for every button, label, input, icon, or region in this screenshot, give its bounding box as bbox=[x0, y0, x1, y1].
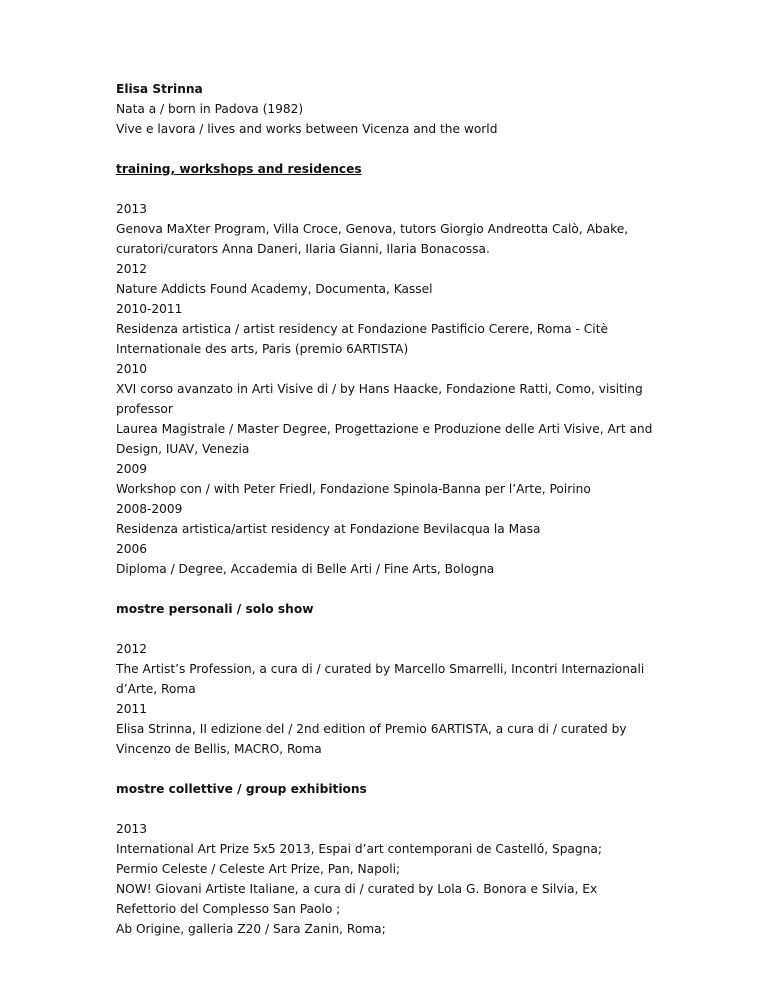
section-heading-group: mostre collettive / group exhibitions bbox=[116, 782, 367, 796]
training-line: curatori/curators Anna Daneri, Ilaria Gianni, Ilaria Bonacossa. bbox=[116, 242, 490, 256]
solo-line: Elisa Strinna, II edizione del / 2nd edition of Premio 6ARTISTA, a cura di / curated by bbox=[116, 722, 627, 736]
training-line: 2006 bbox=[116, 542, 148, 556]
group-line: Ab Origine, galleria Z20 / Sara Zanin, Roma; bbox=[116, 922, 386, 936]
section-heading-solo: mostre personali / solo show bbox=[116, 602, 314, 616]
spacer bbox=[116, 179, 736, 199]
training-line: 2010-2011 bbox=[116, 302, 183, 316]
group-line: Refettorio del Complesso San Paolo ; bbox=[116, 902, 341, 916]
training-line: Nature Addicts Found Academy, Documenta, Kassel bbox=[116, 282, 433, 296]
residence-info: Vive e lavora / lives and works between Vicenza and the world bbox=[116, 122, 498, 136]
solo-line: 2012 bbox=[116, 642, 148, 656]
group-line: NOW! Giovani Artiste Italiane, a cura di / curated by Lola G. Bonora e Silvia, Ex bbox=[116, 882, 598, 896]
solo-line: d’Arte, Roma bbox=[116, 682, 196, 696]
spacer bbox=[116, 799, 736, 819]
training-line: 2009 bbox=[116, 462, 148, 476]
training-line: 2010 bbox=[116, 362, 148, 376]
solo-line: Vincenzo de Bellis, MACRO, Roma bbox=[116, 742, 322, 756]
training-line: Residenza artistica / artist residency at Fondazione Pastificio Cerere, Roma - Citè bbox=[116, 322, 608, 336]
spacer bbox=[116, 139, 736, 159]
artist-name: Elisa Strinna bbox=[116, 82, 203, 96]
spacer bbox=[116, 579, 736, 599]
group-line: International Art Prize 5x5 2013, Espai d’art contemporani de Castelló, Spagna; bbox=[116, 842, 602, 856]
training-line: 2012 bbox=[116, 262, 148, 276]
training-line: Design, IUAV, Venezia bbox=[116, 442, 250, 456]
spacer bbox=[116, 619, 736, 639]
cv-document bbox=[116, 79, 736, 939]
solo-list bbox=[116, 639, 736, 759]
spacer bbox=[116, 759, 736, 779]
training-line: XVI corso avanzato in Arti Visive di / by Hans Haacke, Fondazione Ratti, Como, visiting bbox=[116, 382, 643, 396]
group-list bbox=[116, 819, 736, 939]
group-line: Permio Celeste / Celeste Art Prize, Pan, Napoli; bbox=[116, 862, 401, 876]
training-line: Diploma / Degree, Accademia di Belle Arti / Fine Arts, Bologna bbox=[116, 562, 495, 576]
group-line: 2013 bbox=[116, 822, 148, 836]
solo-line: 2011 bbox=[116, 702, 148, 716]
training-line: Internationale des arts, Paris (premio 6ARTISTA) bbox=[116, 342, 409, 356]
training-line: 2013 bbox=[116, 202, 148, 216]
training-line: Residenza artistica/artist residency at Fondazione Bevilacqua la Masa bbox=[116, 522, 541, 536]
training-line: professor bbox=[116, 402, 173, 416]
solo-line: The Artist’s Profession, a cura di / curated by Marcello Smarrelli, Incontri Internazionali bbox=[116, 662, 645, 676]
training-line: Laurea Magistrale / Master Degree, Progettazione e Produzione delle Arti Visive, Art and bbox=[116, 422, 653, 436]
training-line: 2008-2009 bbox=[116, 502, 183, 516]
training-line: Genova MaXter Program, Villa Croce, Genova, tutors Giorgio Andreotta Calò, Abake, bbox=[116, 222, 629, 236]
training-list bbox=[116, 199, 736, 579]
birth-info: Nata a / born in Padova (1982) bbox=[116, 102, 304, 116]
section-heading-training: training, workshops and residences bbox=[116, 162, 362, 176]
training-line: Workshop con / with Peter Friedl, Fondazione Spinola-Banna per l’Arte, Poirino bbox=[116, 482, 591, 496]
